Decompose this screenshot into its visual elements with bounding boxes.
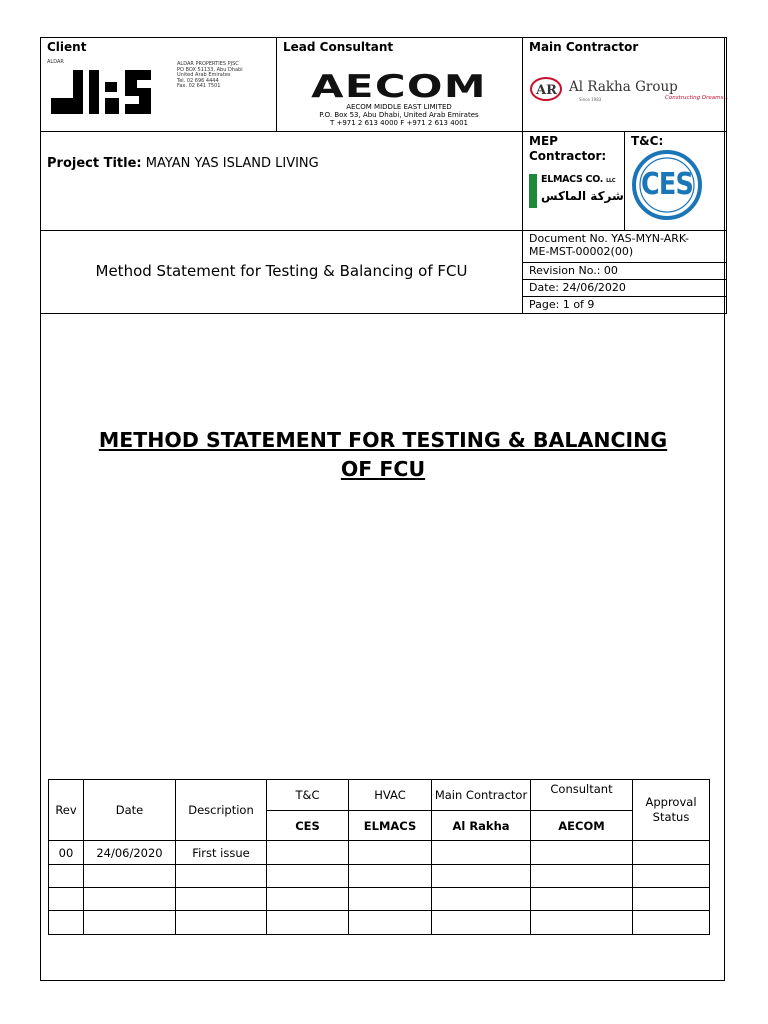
elmacs-name: ELMACS CO. LLC <box>541 174 616 185</box>
main-title: METHOD STATEMENT FOR TESTING & BALANCING OF FCU <box>98 428 668 481</box>
cell-main-contractor <box>432 865 531 888</box>
header-consultant: Consultant <box>531 780 633 811</box>
header-rev: Rev <box>49 780 84 841</box>
lead-consultant-label: Lead Consultant <box>283 40 394 54</box>
cell-description <box>176 865 267 888</box>
method-statement-cell <box>41 231 523 314</box>
table-row <box>49 911 710 935</box>
header-tc: T&C <box>267 780 349 811</box>
cell-hvac <box>349 841 432 865</box>
cell-hvac <box>349 911 432 935</box>
cell-hvac <box>349 888 432 911</box>
method-statement-title: Method Statement for Testing & Balancing of FCU <box>95 262 468 280</box>
cell-tc <box>267 865 349 888</box>
document-header-table <box>40 37 727 314</box>
party-hvac: ELMACS <box>349 811 432 841</box>
svg-text:AR: AR <box>536 83 557 98</box>
elmacs-mark-icon <box>529 174 537 208</box>
aecom-logo: AECOM AECOM MIDDLE EAST LIMITED P.O. Box 53, Abu Dhabi, United Arab Emirates T +971 2 613 4000 F +971 2 613 4001 <box>311 69 487 127</box>
main-contractor-cell <box>523 38 727 132</box>
cell-tc <box>267 888 349 911</box>
document-info-cell <box>523 231 727 314</box>
document-number: Document No. YAS-MYN-ARK- ME-MST-00002(00) <box>523 231 726 263</box>
aldar-mark-icon <box>49 68 153 116</box>
cell-approval-status <box>633 888 710 911</box>
table-row <box>49 841 710 865</box>
lead-consultant-cell <box>277 38 523 132</box>
table-row <box>49 865 710 888</box>
approval-table <box>48 779 710 935</box>
cell-consultant <box>531 888 633 911</box>
cell-tc <box>267 911 349 935</box>
header-date: Date <box>84 780 176 841</box>
ces-logo: CES <box>631 149 703 221</box>
cell-rev: 00 <box>49 841 84 865</box>
cell-rev <box>49 911 84 935</box>
cell-consultant <box>531 865 633 888</box>
client-label: Client <box>47 40 87 54</box>
cell-rev <box>49 888 84 911</box>
project-title-cell <box>41 132 523 231</box>
cell-description: First issue <box>176 841 267 865</box>
cell-tc <box>267 841 349 865</box>
cell-consultant <box>531 911 633 935</box>
party-tc: CES <box>267 811 349 841</box>
project-title: Project Title: MAYAN YAS ISLAND LIVING <box>47 156 319 171</box>
page-number: Page: 1 of 9 <box>529 298 595 311</box>
cell-date: 24/06/2020 <box>84 841 176 865</box>
cell-description <box>176 888 267 911</box>
table-row <box>49 888 710 911</box>
cell-main-contractor <box>432 841 531 865</box>
aldar-logo: ALDAR ALDAR PROPERTIES PJSC PO BOX 51133, Abu Dhabi United Arab Emirates Tel. 02 696 4444 Fax. 02 641 7501 <box>47 60 267 116</box>
cell-main-contractor <box>432 888 531 911</box>
header-hvac: HVAC <box>349 780 432 811</box>
aldar-address: ALDAR PROPERTIES PJSC PO BOX 51133, Abu Dhabi United Arab Emirates Tel. 02 696 4444 Fax. 02 641 7501 <box>177 61 243 89</box>
cell-approval-status <box>633 911 710 935</box>
header-main-contractor: Main Contractor <box>432 780 531 811</box>
elmacs-logo: ELMACS CO. LLC شركة الماكس <box>529 174 615 210</box>
mep-contractor-cell <box>523 132 625 231</box>
tc-label: T&C: <box>631 134 664 148</box>
cell-approval-status <box>633 841 710 865</box>
party-main-contractor: Al Rakha <box>432 811 531 841</box>
alrakha-logo: AR Al Rakha Group Constructing Dreams... Since 1983 <box>529 74 725 108</box>
revision-number: Revision No.: 00 <box>523 263 726 280</box>
cell-rev <box>49 865 84 888</box>
cell-approval-status <box>633 865 710 888</box>
header-approval-status: Approval Status <box>633 780 710 841</box>
document-date: Date: 24/06/2020 <box>523 280 726 297</box>
cell-date <box>84 888 176 911</box>
main-contractor-label: Main Contractor <box>529 40 639 54</box>
alrakha-mark-icon <box>529 74 563 104</box>
cell-hvac <box>349 865 432 888</box>
tc-cell <box>625 132 727 231</box>
mep-contractor-label: MEP Contractor: <box>529 134 607 163</box>
cell-date <box>84 865 176 888</box>
header-description: Description <box>176 780 267 841</box>
cell-main-contractor <box>432 911 531 935</box>
party-consultant: AECOM <box>531 811 633 841</box>
cell-date <box>84 911 176 935</box>
cell-consultant <box>531 841 633 865</box>
cell-description <box>176 911 267 935</box>
